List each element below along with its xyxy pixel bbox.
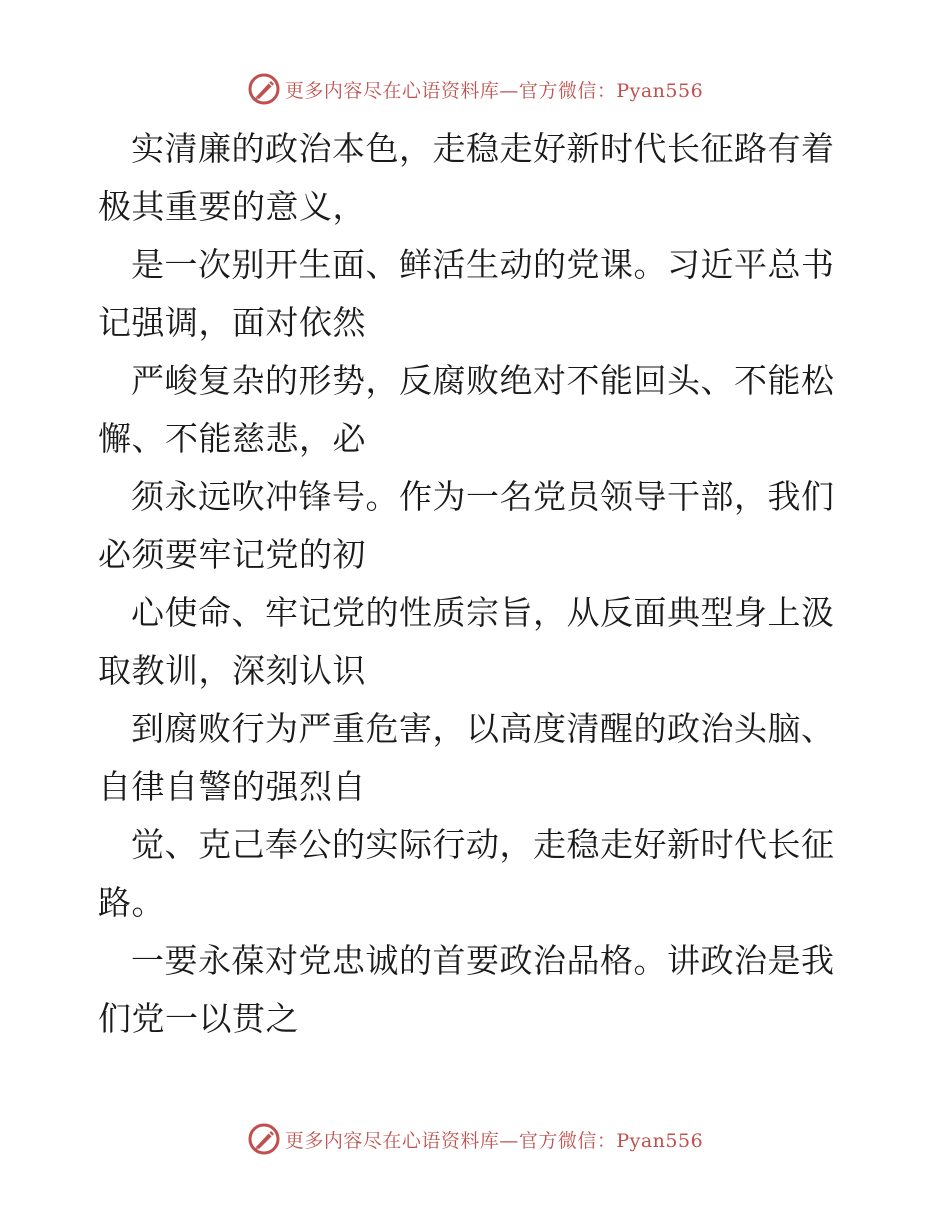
watermark-header xyxy=(0,72,950,106)
paragraph: 须永远吹冲锋号。作为一名党员领导干部，我们必须要牢记党的初 xyxy=(98,477,835,574)
paragraph: 到腐败行为严重危害，以高度清醒的政治头脑、自律自警的强烈自 xyxy=(98,709,835,806)
document-body xyxy=(98,120,858,1048)
paragraph: 觉、克己奉公的实际行动，走稳走好新时代长征路。 xyxy=(98,825,835,922)
pen-logo-icon xyxy=(247,72,281,106)
watermark-text: 更多内容尽在心语资料库—官方微信：Pyan556 xyxy=(284,79,704,102)
watermark-footer xyxy=(0,1122,950,1156)
paragraph: 严峻复杂的形势，反腐败绝对不能回头、不能松懈、不能慈悲，必 xyxy=(98,361,835,458)
pen-logo-icon xyxy=(247,1122,281,1156)
paragraph: 实清廉的政治本色，走稳走好新时代长征路有着极其重要的意义， xyxy=(98,129,835,226)
watermark-text: 更多内容尽在心语资料库—官方微信：Pyan556 xyxy=(284,1129,704,1152)
paragraph: 是一次别开生面、鲜活生动的党课。习近平总书记强调，面对依然 xyxy=(98,245,835,342)
paragraph: 一要永葆对党忠诚的首要政治品格。讲政治是我们党一以贯之 xyxy=(98,941,835,1038)
paragraph: 心使命、牢记党的性质宗旨，从反面典型身上汲取教训，深刻认识 xyxy=(98,593,835,690)
